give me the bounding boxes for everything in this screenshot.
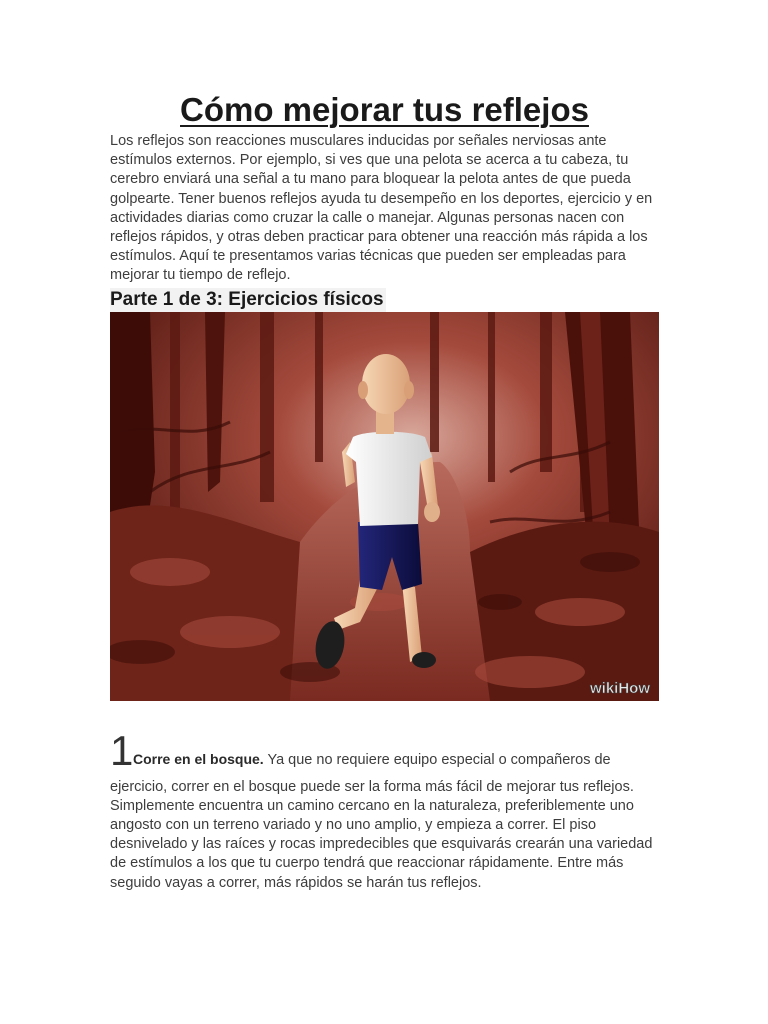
step-lead-text: Ya que no requiere equipo especial o compañeros de — [263, 751, 611, 768]
step-first-line — [110, 726, 659, 774]
step-title: Corre en el bosque. — [133, 750, 264, 767]
wikihow-watermark — [589, 680, 650, 697]
section-heading: Parte 1 de 3: Ejercicios físicos — [110, 288, 384, 310]
forest-scene-image — [110, 312, 659, 701]
step-lead — [133, 750, 611, 770]
step-body: ejercicio, correr en el bosque puede ser la forma más fácil de mejorar tus reflejos. Simplemente encuentra un camino cercano en la naturaleza, preferiblemente uno angosto con un terreno variado y no uno amplio, y empieza a correr. El piso desnivelado y las raíces y rocas impredecibles que esquivarás crearán una variedad de estímulos a los que tu cuerpo tendrá que reaccionar rápidamente. Entre más seguido vayas a correr, más rápidos se harán tus reflejos. — [110, 778, 653, 891]
article — [110, 90, 659, 893]
intro-paragraph: Los reflejos son reacciones musculares inducidas por señales nerviosas ante estímulos externos. Por ejemplo, si ves que una pelota se acerca a tu cabeza, tu cerebro enviará una señal a tu mano para bloquear la pelota antes de que pueda golpearte. Tener buenos reflejos ayuda tu desempeño en los deportes, ejercicio y en actividades diarias como cruzar la calle o manejar. Algunas personas nacen con reflejos rápidos, y otras deben practicar para obtener una reacción más rápida a los estímulos. Aquí te presentamos varias técnicas que pueden ser empleadas para mejorar tu tiempo de reflejo. — [110, 133, 653, 284]
watermark-text: wikiHow — [589, 679, 650, 697]
step-number: 1 — [110, 726, 134, 774]
forest-running-illustration — [110, 312, 659, 701]
article-title: Cómo mejorar tus reflejos — [180, 91, 589, 128]
step-1 — [110, 726, 659, 893]
